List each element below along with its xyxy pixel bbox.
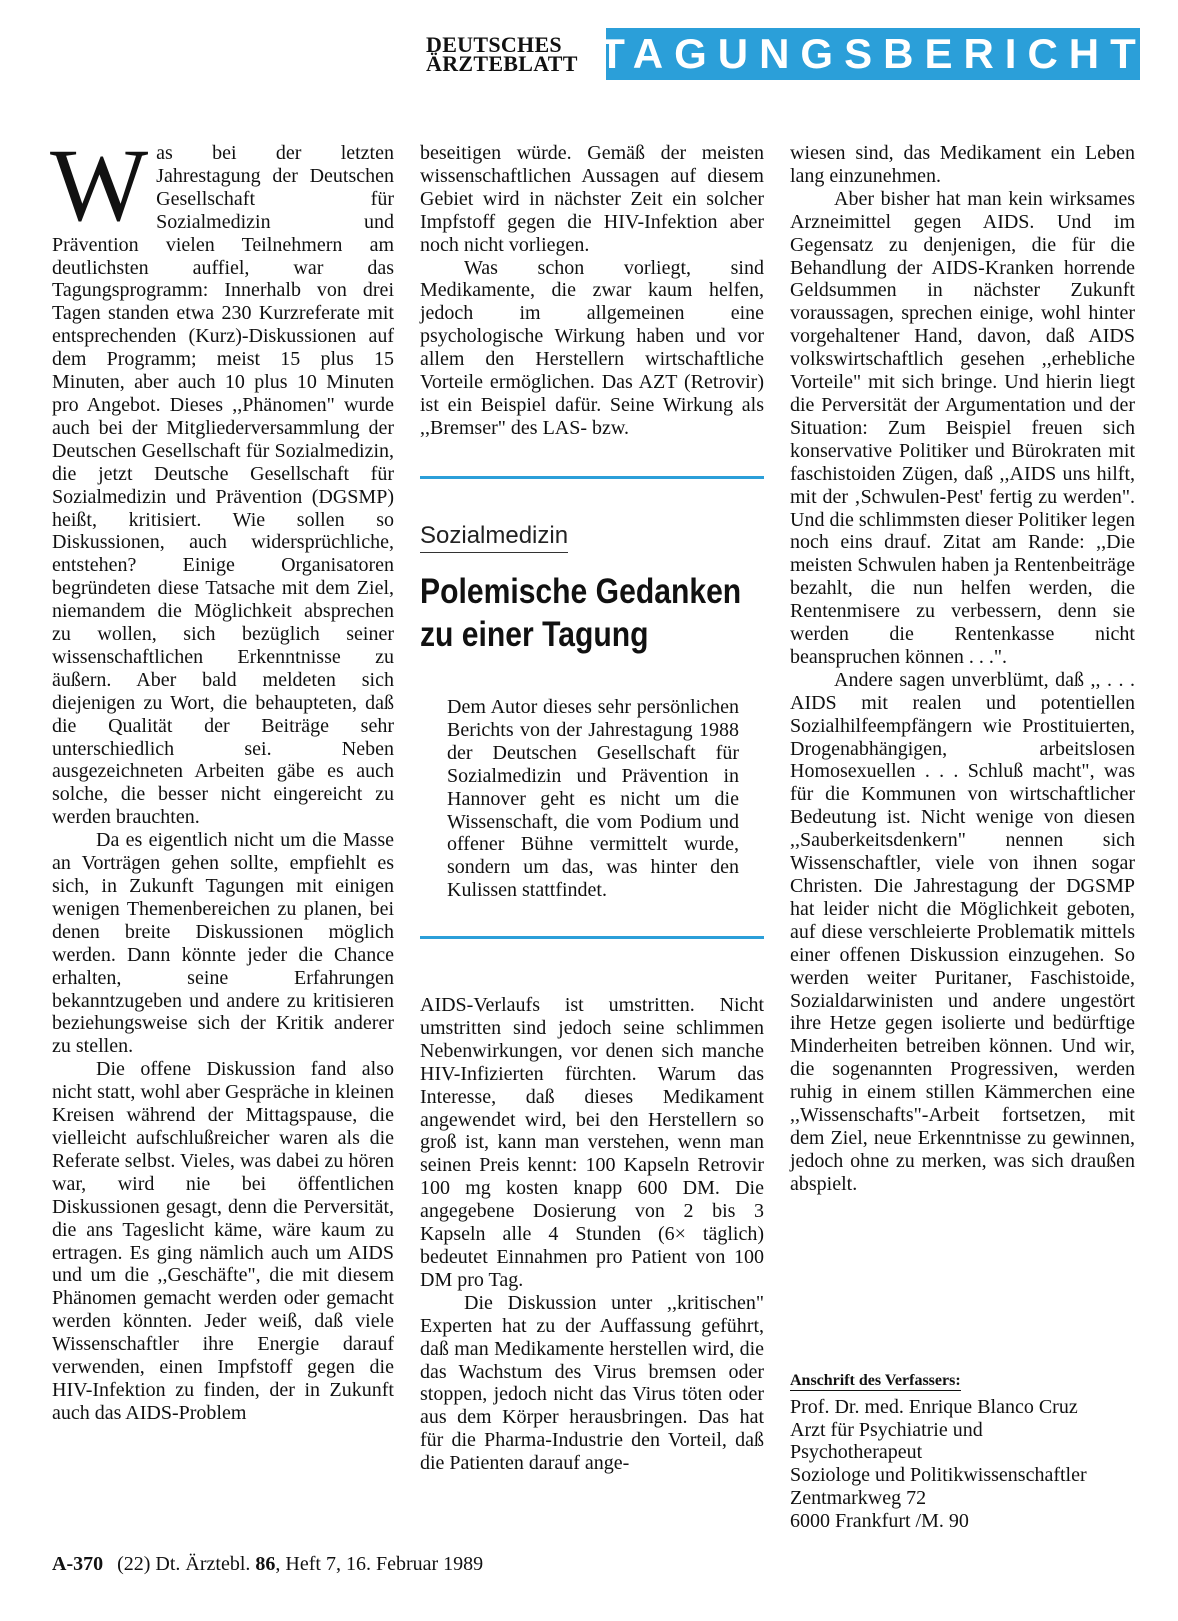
- address-line: Prof. Dr. med. Enrique Blanco Cruz: [790, 1396, 1078, 1418]
- brand-line-1: DEUTSCHES: [426, 32, 562, 57]
- brand-line-2: ÄRZTEBLATT: [426, 51, 578, 76]
- rubric-label: Sozialmedizin: [420, 522, 568, 553]
- paragraph: wiesen sind, das Medikament ein Leben lang einzunehmen.: [790, 142, 1135, 187]
- address-line: Arzt für Psychiatrie und: [790, 1418, 983, 1441]
- page-footer: [52, 1553, 483, 1576]
- address-line: Psychotherapeut: [790, 1441, 923, 1464]
- paragraph: AIDS-Verlaufs ist umstritten. Nicht umstritten sind jedoch seine schlimmen Nebenwirkungen, vor denen sich manche HIV-Infizierten fürchten. Warum das Interesse, daß dieses Medikament angewendet wird, bei den Herstellern so groß ist, kann man verstehen, wenn man seinen Preis kennt: 100 Kapseln Retrovir 100 mg kosten knapp 600 DM. Die angegebene Dosierung von 2 bis 3 Kapseln alle 4 Stunden (6× täglich) bedeutet Einnahmen pro Patient von 100 DM pro Tag.: [420, 994, 764, 1291]
- drop-cap: W: [50, 128, 149, 243]
- address-line: Zentmarkweg 72: [790, 1486, 927, 1509]
- citation-volume: 86: [255, 1553, 276, 1575]
- headline-line-2: zu einer Tagung: [420, 615, 649, 654]
- section-banner: [599, 28, 1147, 80]
- section-title: TAGUNGSBERICHT: [599, 30, 1147, 77]
- paragraph: Was schon vorliegt, sind Medikamente, die zwar kaum helfen, jedoch im allgemeinen eine psychologische Wirkung haben und vor allem den Herstellern wirtschaftliche Vorteile ermöglichen. Das AZT (Retrovir) ist ein Beispiel dafür. Seine Wirkung als ,,Bremser" des LAS- bzw.: [420, 256, 764, 439]
- paragraph: Da es eigentlich nicht um die Masse an Vorträgen gehen sollte, empfiehlt es sich, in Zukunft Tagungen mit einigen wenigen Themenbereichen zu planen, bei denen breite Diskussionen möglich werden. Dann könnte jeder die Chance erhalten, seine Erfahrungen bekanntzugeben und andere zu kritisieren beziehungsweise sich der Kritik anderer zu stellen.: [52, 829, 394, 1058]
- headline-line-1: Polemische Gedanken: [420, 572, 742, 611]
- divider-rule: [420, 476, 764, 479]
- journal-brand: [426, 32, 578, 76]
- text-column-2: [420, 142, 764, 440]
- text-column-3: [790, 142, 1135, 1196]
- address-line: 6000 Frankfurt /M. 90: [790, 1509, 969, 1532]
- paragraph: [50, 128, 394, 829]
- paragraph: Andere sagen unverblümt, daß ,, . . . AIDS mit realen und potentiellen Sozialhilfeempfängern wie Prostituierten, Drogenabhängigen, arbeitslosen Homosexuellen . . . Schluß macht", was für die Kommunen von wirtschaftlicher Bedeutung ist. Nicht wenige von diesen ,,Sauberkeitsdenkern" nennen sich Wissenschaftler, viele von ihnen sogar Christen. Die Jahrestagung der DGSMP hat leider nicht die Möglichkeit geboten, auf diese verschleierte Problematik mittels einer offenen Diskussion einzugehen. So werden weiter Puritaner, Faschistoide, Sozialdarwinisten und andere ungestört ihre Hetze gegen isolierte und bedürftige Minderheiten betreiben können. Und wir, die sogenannten Progressiven, werden ruhig in einem stillen Kämmerchen eine ,,Wissenschafts"-Arbeit fortsetzen, mit dem Ziel, neue Erkenntnisse zu gewinnen, jedoch ohne zu merken, was sich draußen abspielt.: [790, 668, 1135, 1195]
- divider-rule: [420, 936, 764, 939]
- address-line: Soziologe und Politikwissenschaftler: [790, 1464, 1087, 1487]
- author-address: [790, 1396, 1087, 1532]
- text-column-2-continued: [420, 994, 764, 1475]
- article-lead: Dem Autor dieses sehr persönlichen Berichts von der Jahrestagung 1988 der Deutschen Gesellschaft für Sozialmedizin und Prävention in Hannover geht es nicht um die Wissenschaft, die vom Podium und offener Bühne vermittelt wurde, sondern um das, was hinter den Kulissen stattfindet.: [447, 696, 739, 902]
- paragraph-text: as bei der letzten Jahrestagung der Deutschen Gesellschaft für Sozialmedizin und Prävention vielen Teilnehmern am deutlichsten auffiel, war das Tagungsprogramm: Innerhalb von drei Tagen standen etwa 230 Kurzreferate mit entsprechenden (Kurz)-Diskussionen auf dem Programm; meist 15 plus 15 Minuten, aber auch 10 plus 10 Minuten pro Angebot. Dieses ,,Phänomen" wurde auch bei der Mitgliederversammlung der Deutschen Gesellschaft für Sozialmedizin, die jetzt Deutsche Gesellschaft für Sozialmedizin und Prävention (DGSMP) heißt, kritisiert. Wie sollen so Diskussionen, auch widersprüchliche, entstehen? Einige Organisatoren begründeten diese Tatsache mit dem Ziel, niemandem die Möglichkeit absprechen zu wollen, sich bezüglich seiner wissenschaftlichen Erkenntnisse zu äußern. Aber bald meldeten sich diejenigen zu Wort, die behaupteten, daß die Qualität der Beiträge sehr unterschiedlich sei. Neben ausgezeichneten Arbeiten gäbe es auch solche, die besser nicht eingereicht zu werden brauchten.: [52, 142, 394, 829]
- page-number: A-370: [52, 1553, 104, 1575]
- article-headline: [420, 570, 742, 656]
- paragraph: Aber bisher hat man kein wirksames Arzneimittel gegen AIDS. Und im Gegensatz zu denjenigen, die für die Behandlung der AIDS-Kranken horrende Geldsummen in nächster Zukunft voraussagen, sprechen einige, wohl hinter vorgehaltener Hand, davon, daß AIDS volkswirtschaftlich gesehen ,,erhebliche Vorteile" mit sich bringe. Und hierin liegt die Perversität der Argumentation und der Situation: Zum Beispiel freuen sich konservative Politiker und Bürokraten mit faschistoiden Zügen, daß ,,AIDS uns hilft, mit der ‚Schwulen-Pest' fertig zu werden". Und die schlimmsten dieser Politiker legen noch eins drauf. Zitat am Rande: ,,Die meisten Schwulen haben ja Rentenbeiträge bezahlt, die nun helfen werden, die Rentenmisere zu verbessern, denn sie werden die Rentenkasse nicht beanspruchen können . . .".: [790, 187, 1135, 668]
- paragraph: Die Diskussion unter ,,kritischen" Experten hat zu der Auffassung geführt, daß man Medikamente herstellen wird, die das Wachstum des Virus bremsen oder stoppen, jedoch nicht das Virus töten oder aus dem Körper herausbringen. Das hat für die Pharma-Industrie den Vorteil, daß die Patienten darauf ange-: [420, 1291, 764, 1475]
- text-column-1: [50, 128, 394, 1425]
- paragraph: beseitigen würde. Gemäß der meisten wissenschaftlichen Aussagen auf diesem Gebiet wird in nächster Zeit ein solcher Impfstoff gegen die HIV-Infektion aber noch nicht vorliegen.: [420, 142, 764, 256]
- address-label: Anschrift des Verfassers:: [790, 1372, 961, 1389]
- citation-suffix: , Heft 7, 16. Februar 1989: [275, 1553, 484, 1575]
- citation-prefix: (22) Dt. Ärztebl.: [117, 1553, 251, 1575]
- paragraph: Die offene Diskussion fand also nicht statt, wohl aber Gespräche in kleinen Kreisen während der Mittagspause, die vielleicht aufschlußreicher waren als die Referate selbst. Vieles, was dabei zu hören war, wird nie bei öffentlichen Diskussionen gesagt, denn die Perversität, die ans Tageslicht käme, wäre kaum zu ertragen. Es ging nämlich auch um AIDS und um die ,,Geschäfte", die mit diesem Phänomen gemacht werden oder gemacht werden könnten. Jeder weiß, daß viele Wissenschaftler ihre Energie darauf verwenden, einen Impfstoff gegen die HIV-Infektion zu finden, der in Zukunft auch das AIDS-Problem: [52, 1058, 394, 1424]
